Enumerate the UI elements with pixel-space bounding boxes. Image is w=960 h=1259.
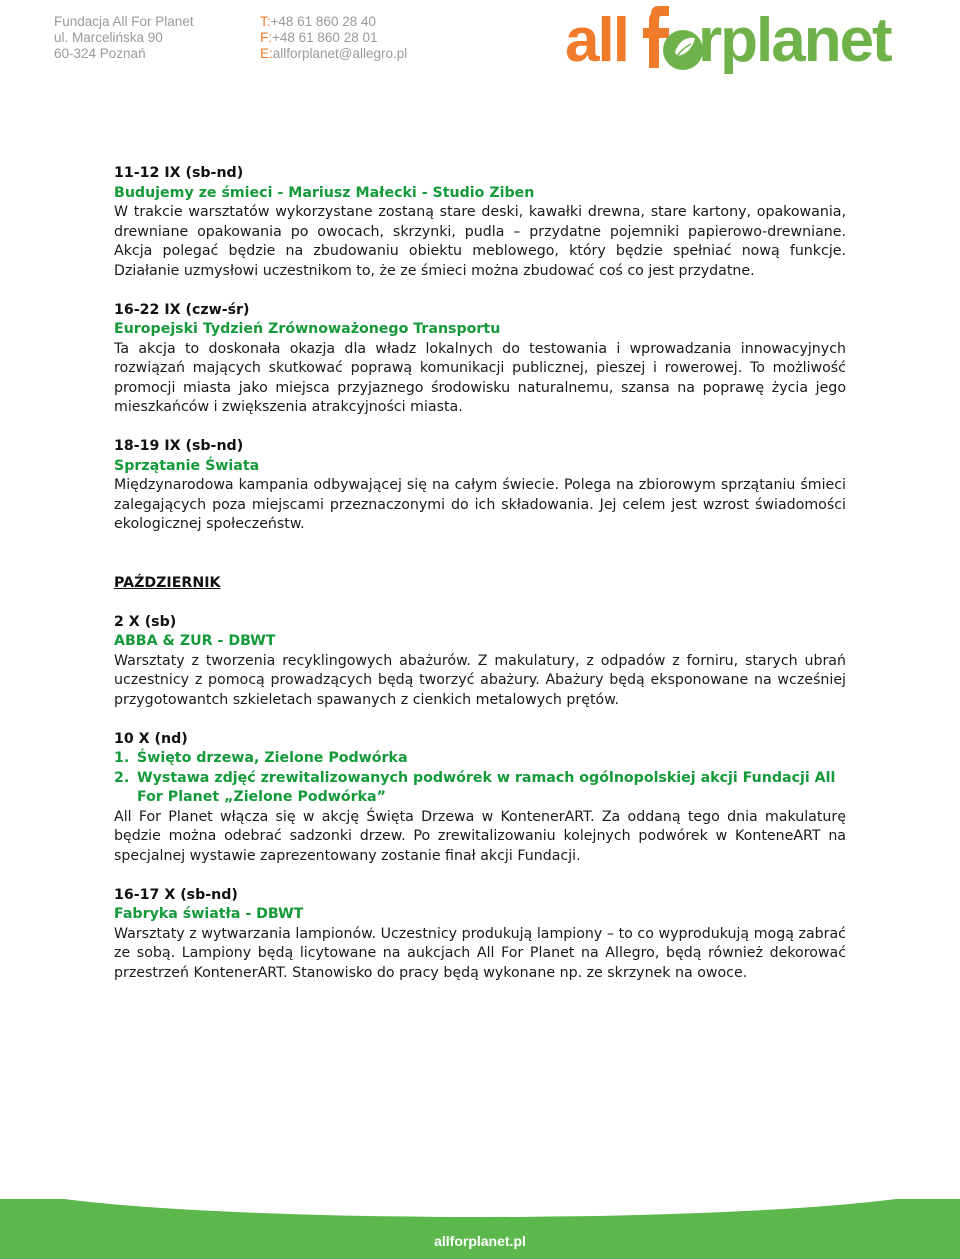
event-date: 16-17 X (sb-nd): [114, 886, 238, 903]
document-body: [114, 164, 846, 983]
event-date: 10 X (nd): [114, 730, 188, 747]
event-block: [114, 886, 846, 984]
event-description: All For Planet włącza się w akcję Święta Drzewa w KontenerART. Za oddaną tego dnia makulaturę będzie można odebrać sadzonki drzew. Po zrewitalizowaniu kolejnych podwórek w KonteneART na specjalnej wystawie zaprezentowany zostanie finał akcji Fundacji.: [114, 808, 846, 864]
month-heading: PAŹDZIERNIK: [114, 574, 221, 591]
event-description: Międzynarodowa kampania odbywającej się na całym świecie. Polega na zbiorowym sprzątaniu śmieci zalegających poza miejscami przeznaczonymi do ich składowania. Jej celem jest wzrost świadomości ekologicznej społeczeństw.: [114, 477, 846, 532]
contact-block: [260, 14, 407, 62]
event-title: ABBA & ZUR - DBWT: [114, 633, 276, 649]
event-description: Warsztaty z tworzenia recyklingowych abażurów. Z makulatury, z odpadów z forniru, starych ubrań uczestnicy z pomocą prowadzących będą tworzyć abażury. Abażury będą eksponowane na wcześniej przygotowantch szkieletach spawanych z cienkich metalowych prętów.: [114, 652, 846, 708]
numbered-title-1: 1. Święto drzewa, Zielone Podwórka: [114, 750, 408, 766]
globe-leaf-icon: [643, 4, 705, 78]
event-title: Fabryka światła - DBWT: [114, 906, 304, 922]
event-date: 18-19 IX (sb-nd): [114, 438, 244, 454]
event-date: 11-12 IX (sb-nd): [114, 165, 244, 181]
email-line: E:allforplanet@allegro.pl: [260, 46, 408, 61]
event-block: [114, 301, 846, 418]
event-block: [114, 437, 846, 535]
logo-text-all: all: [565, 6, 628, 75]
event-description: W trakcie warsztatów wykorzystane zostaną stare deski, kawałki drewna, stare kartony, opakowania, drewniane opakowania po owocach, skrzynki, pudla – przydatne pojemniki papierowo-drewniane. Akcja polegać będzie na zbudowaniu obiektu meblowego, który będzie spełniać nową funkcje. Działanie uzmysłowi uczestnikom to, że ze śmieci można zbudować coś co jest przydatne.: [114, 204, 846, 279]
event-date: 2 X (sb): [114, 613, 177, 630]
phone-line: T:+48 61 860 28 40: [260, 14, 376, 29]
event-date: 16-22 IX (czw-śr): [114, 301, 250, 318]
event-title: Europejski Tydzień Zrównoważonego Transportu: [114, 321, 501, 337]
fax-line: F:+48 61 860 28 01: [260, 30, 378, 45]
street: ul. Marcelińska 90: [54, 30, 163, 45]
footer-url: allforplanet.pl: [434, 1233, 526, 1249]
event-title: Sprzątanie Świata: [114, 457, 260, 474]
event-description: Warsztaty z wytwarzania lampionów. Uczestnicy produkują lampiony – to co wyprodukują mogą zabrać ze sobą. Lampiony będą licytowane na aukcjach All For Planet na Allegro, będą również dekorować przestrzeń KontenerART. Stanowisko do pracy będą wykonane np. ze skrzynek na owoce.: [114, 925, 846, 981]
fax: +48 61 860 28 01: [272, 30, 378, 45]
event-title: Budujemy ze śmieci - Mariusz Małecki - Studio Ziben: [114, 184, 535, 201]
city: 60-324 Poznań: [54, 46, 146, 61]
numbered-title-2: 2. Wystawa zdjęć zrewitalizowanych podwórek w ramach ogólnopolskiej akcji Fundacji All For Planet „Zielone Podwórka”: [114, 769, 836, 805]
event-block: [114, 730, 846, 867]
email: allforplanet@allegro.pl: [272, 46, 408, 61]
event-block: [114, 613, 846, 711]
event-block: [114, 164, 846, 281]
logo-text-planet: rplanet: [698, 6, 891, 75]
org-name: Fundacja All For Planet: [54, 14, 194, 29]
event-description: Ta akcja to doskonała okazja dla władz lokalnych do testowania i wprowadzania innowacyjnych rozwiązań mających skutkować poprawą komunikacji publicznej, pieszej i rowerowej. To możliwość promocji miasta jako miejsca przyjaznego środowisku naturalnemu, szansa na poprawę życia jego mieszkańców i zwiększenia atrakcyjności miasta.: [114, 340, 846, 415]
phone: +48 61 860 28 40: [270, 14, 376, 29]
allforplanet-logo: [565, 2, 910, 80]
address-block: [54, 14, 194, 62]
